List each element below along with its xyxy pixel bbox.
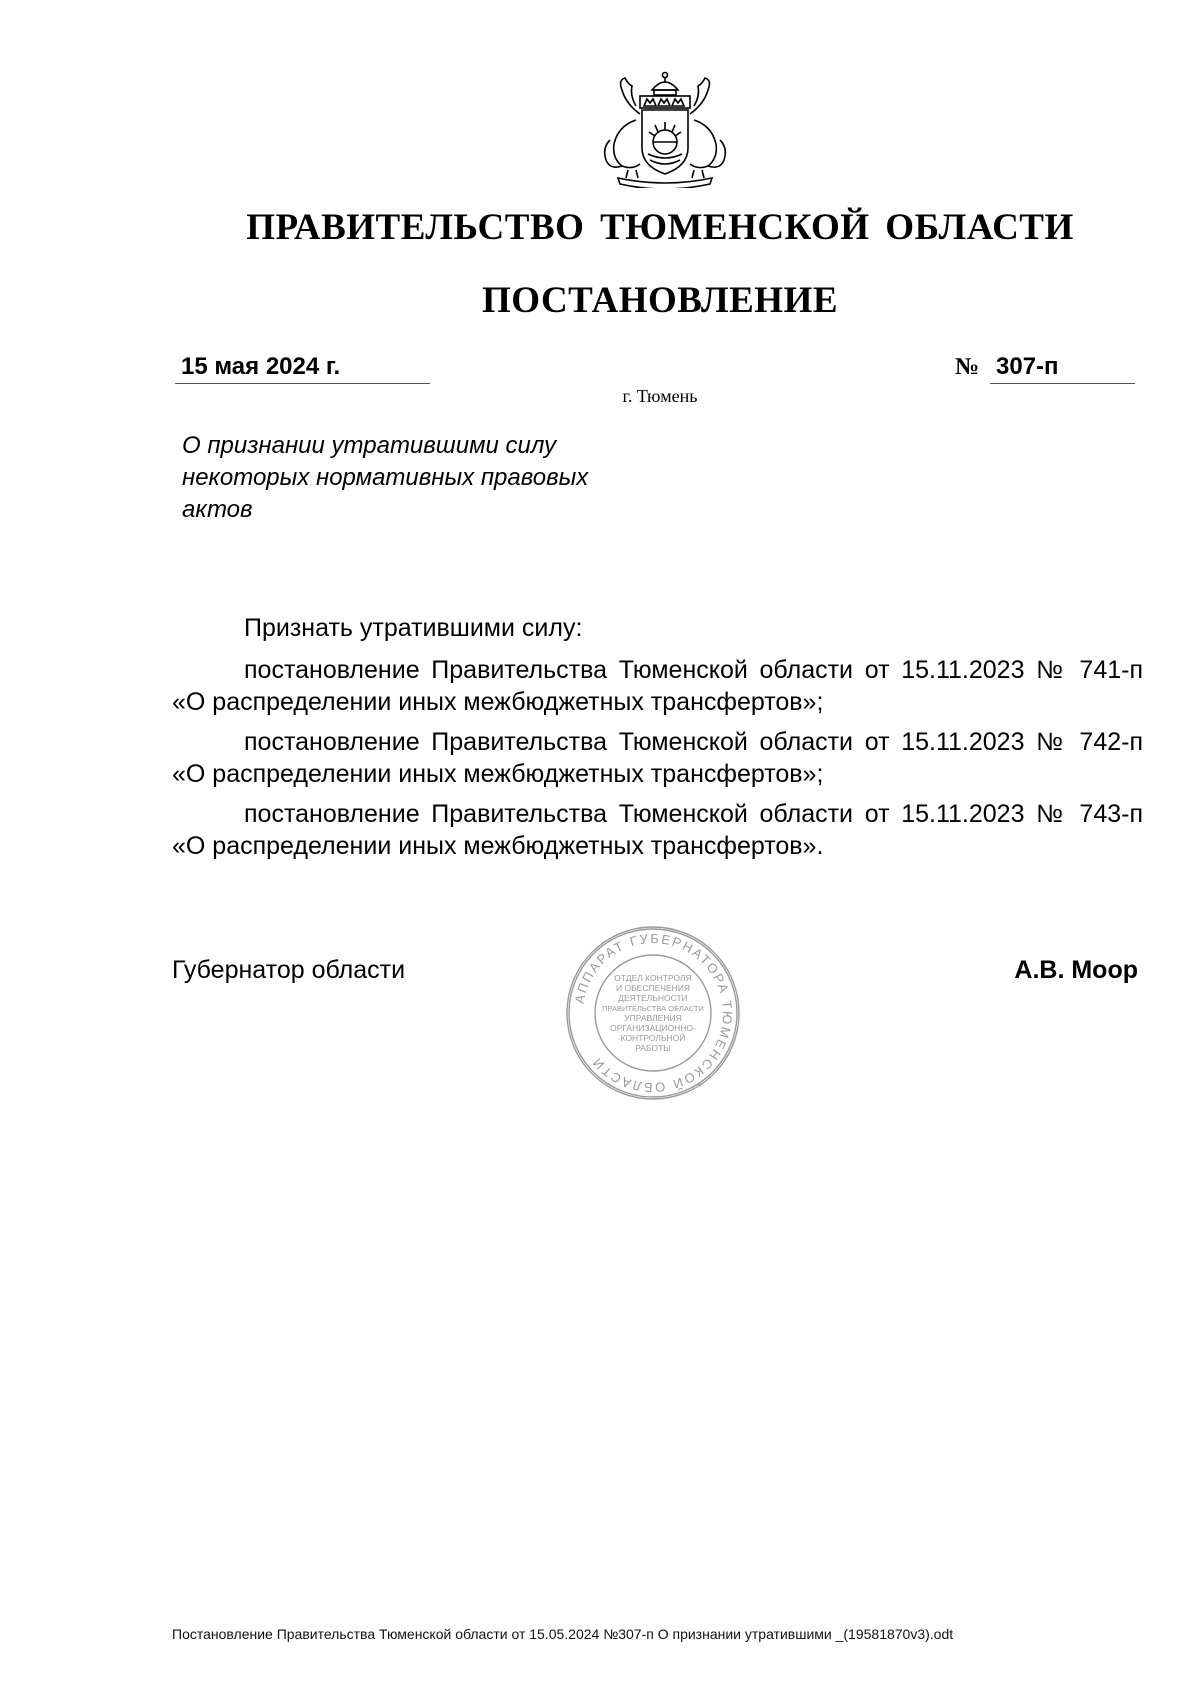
organization-title: ПРАВИТЕЛЬСТВО ТЮМЕНСКОЙ ОБЛАСТИ (246, 207, 1074, 248)
stamp-center-line: РАБОТЫ (635, 1043, 671, 1053)
stamp-center-line: КОНТРОЛЬНОЙ (620, 1033, 686, 1043)
body-item: постановление Правительства Тюменской области от 15.11.2023 № 741-п «О распределении иных межбюджетных трансфертов»; (172, 656, 1143, 716)
subject-line: актов (182, 496, 253, 523)
document-date: 15 мая 2024 г. (175, 352, 430, 384)
stamp-center-line: И ОБЕСПЕЧЕНИЯ (616, 983, 690, 993)
stamp-center-line: ДЕЯТЕЛЬНОСТИ (618, 993, 688, 1003)
stamp-ring-text: АППАРАТ ГУБЕРНАТОРА ТЮМЕНСКОЙ ОБЛАСТИ (571, 930, 736, 1096)
subject-line: О признании утратившими силу (182, 432, 557, 459)
document-footer: Постановление Правительства Тюменской области от 15.05.2024 №307-п О признании утратившими _(19581870v3).odt (172, 1626, 954, 1642)
document-body (172, 612, 1143, 870)
document-type: ПОСТАНОВЛЕНИЕ (481, 280, 839, 321)
stamp-center-line: ОРГАНИЗАЦИОННО- (610, 1023, 696, 1033)
stamp-center-line: ПРАВИТЕЛЬСТВА ОБЛАСТИ (602, 1004, 704, 1013)
document-subject (182, 430, 652, 526)
signatory-name: А.В. Моор (1014, 956, 1138, 984)
body-item: постановление Правительства Тюменской области от 15.11.2023 № 743-п «О распределении иных межбюджетных трансфертов». (172, 800, 1143, 860)
stamp-center-line: ОТДЕЛ КОНТРОЛЯ (614, 973, 692, 983)
body-item: постановление Правительства Тюменской области от 15.11.2023 № 742-п «О распределении иных межбюджетных трансфертов»; (172, 728, 1143, 788)
document-number: 307-п (990, 352, 1135, 384)
official-stamp (565, 925, 741, 1101)
body-intro: Признать утратившими силу: (244, 614, 583, 642)
city: г. Тюмень (622, 386, 698, 406)
signatory-position: Губернатор области (172, 956, 406, 984)
stamp-center-line: УПРАВЛЕНИЯ (624, 1013, 682, 1023)
subject-line: некоторых нормативных правовых (182, 464, 589, 491)
stamp-star-icon: * (697, 1080, 702, 1094)
coat-of-arms-icon (592, 70, 738, 188)
number-label: № (955, 354, 980, 380)
